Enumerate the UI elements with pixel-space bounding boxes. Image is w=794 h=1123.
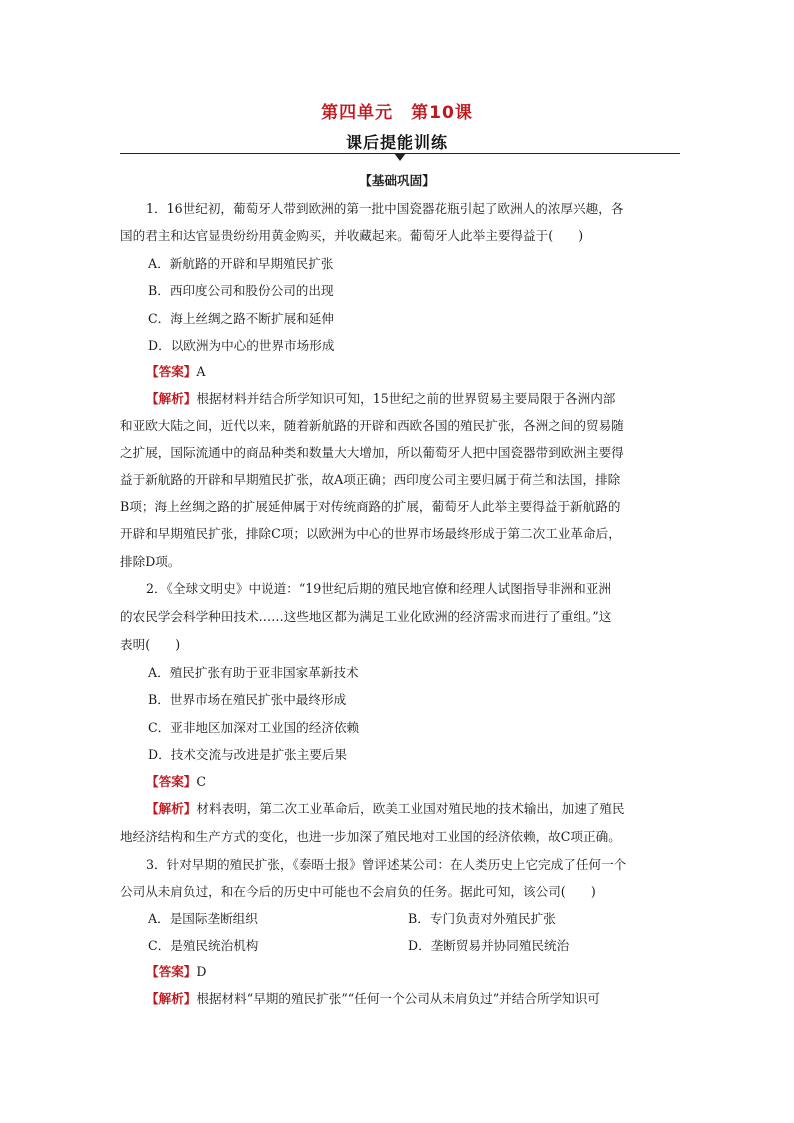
q3-options-row-2 — [148, 937, 682, 955]
q3-answer-tag: 【答案】 — [146, 964, 197, 979]
q2-answer-line — [146, 773, 682, 791]
q2-option-d: D．技术交流与改进是扩张主要后果 — [148, 747, 348, 762]
q3-options-row-1 — [148, 910, 682, 928]
q1-analysis-line-7: 排除D项。 — [120, 554, 181, 569]
q1-stem-line-1: 1．16世纪初，葡萄牙人带到欧洲的第一批中国瓷器花瓶引起了欧洲人的浓厚兴趣，各 — [146, 201, 624, 216]
q1-analysis-line-3: 之扩展，国际流通中的商品种类和数量大大增加，所以葡萄牙人把中国瓷器带到欧洲主要得 — [120, 445, 624, 460]
q3-analysis-tag: 【解析】 — [146, 991, 197, 1006]
page-subtitle: 课后提能训练 — [345, 133, 448, 152]
q2-stem-line-2: 的农民学会科学种田技术……这些地区都为满足工业化欧洲的经济需求而进行了重组。”这 — [120, 609, 612, 624]
q3-option-c: C．是殖民统治机构 — [148, 938, 259, 953]
q1-option-c: C．海上丝绸之路不断扩展和延伸 — [148, 311, 334, 326]
q1-analysis-line-2: 和亚欧大陆之间，近代以来，随着新航路的开辟和西欧各国的殖民扩张，各洲之间的贸易随 — [120, 418, 624, 433]
q3-analysis-line-1 — [146, 990, 682, 1008]
q2-answer-tag: 【答案】 — [146, 774, 197, 789]
q3-stem-line-2: 公司从未肩负过，和在今后的历史中可能也不会肩负的任务。据此可知，该公司( ) — [120, 884, 596, 899]
q1-option-a: A．新航路的开辟和早期殖民扩张 — [148, 256, 334, 271]
q1-answer-tag: 【答案】 — [146, 364, 197, 379]
q1-option-d: D．以欧洲为中心的世界市场形成 — [148, 338, 335, 353]
q1-analysis-tag: 【解析】 — [146, 391, 197, 406]
q3-option-a: A．是国际垄断组织 — [148, 911, 258, 926]
section-heading: 【基础巩固】 — [359, 173, 435, 188]
q2-option-b: B．世界市场在殖民扩张中最终形成 — [148, 692, 347, 707]
q2-analysis-tag: 【解析】 — [146, 801, 197, 816]
q1-analysis-text: 根据材料并结合所学知识可知，15世纪之前的世界贸易主要局限于各洲内部 — [196, 391, 616, 406]
q1-answer-line — [146, 363, 682, 381]
q1-analysis-line-6: 开辟和早期殖民扩张，排除C项；以欧洲为中心的世界市场最终形成于第二次工业革命后， — [120, 526, 621, 541]
page-title: 第四单元 第10课 — [321, 103, 473, 123]
q3-option-d: D．垄断贸易并协同殖民统治 — [408, 938, 570, 953]
q1-stem-line-2: 国的君主和达官显贵纷纷用黄金购买，并收藏起来。葡萄牙人此举主要得益于( ) — [120, 228, 584, 243]
q2-stem-line-1: 2．《全球文明史》中说道：“19世纪后期的殖民地官僚和经理人试图指导非洲和亚洲 — [146, 581, 611, 596]
q2-option-c: C．亚非地区加深对工业国的经济依赖 — [148, 720, 360, 735]
q2-analysis-text: 材料表明，第二次工业革命后，欧美工业国对殖民地的技术输出，加速了殖民 — [196, 801, 625, 816]
q1-analysis-line-1 — [146, 390, 682, 408]
q1-analysis-line-4: 益于新航路的开辟和早期殖民扩张，故A项正确；西印度公司主要归属于荷兰和法国，排除 — [120, 472, 621, 487]
q3-answer-value: D — [196, 964, 207, 979]
q2-stem-line-3: 表明( ) — [120, 637, 181, 652]
q2-analysis-line-2: 地经济结构和生产方式的变化，也进一步加深了殖民地对工业国的经济依赖，故C项正确。 — [120, 829, 621, 844]
q3-answer-line — [146, 963, 682, 981]
q1-answer-value: A — [196, 364, 206, 379]
q3-analysis-text: 根据材料“早期的殖民扩张”“任何一个公司从未肩负过”并结合所学知识可 — [196, 991, 600, 1006]
q1-option-b: B．西印度公司和股份公司的出现 — [148, 283, 334, 298]
q2-answer-value: C — [196, 774, 207, 789]
divider-arrow-icon — [394, 153, 406, 161]
q3-option-b: B．专门负责对外殖民扩张 — [408, 911, 556, 926]
q2-analysis-line-1 — [146, 800, 682, 818]
q1-analysis-line-5: B项；海上丝绸之路的扩展延伸属于对传统商路的扩展，葡萄牙人此举主要得益于新航路的 — [120, 499, 621, 514]
q2-option-a: A．殖民扩张有助于亚非国家革新技术 — [148, 665, 359, 680]
q3-stem-line-1: 3．针对早期的殖民扩张，《泰晤士报》曾评述某公司：在人类历史上它完成了任何一个 — [146, 857, 627, 872]
